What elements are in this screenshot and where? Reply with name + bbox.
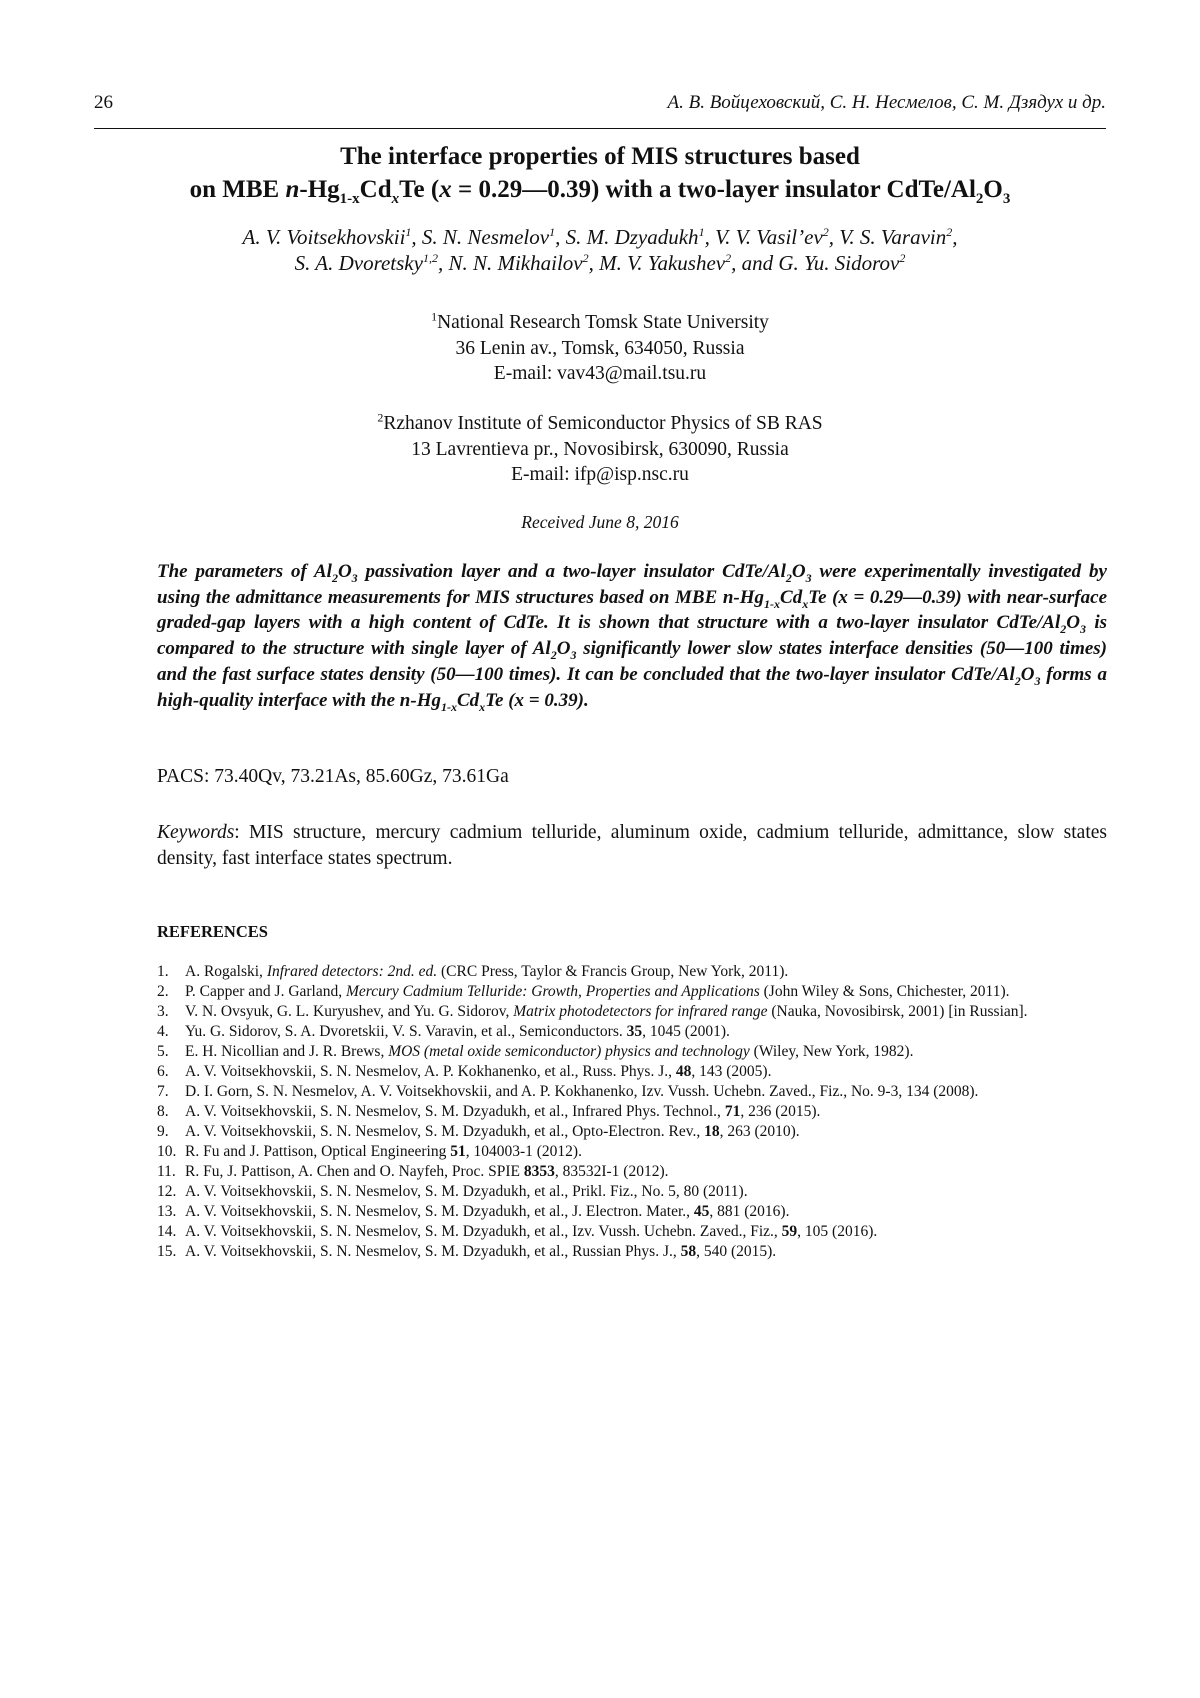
title-line-2: on MBE $n-Hg_{1-x}Cd_xTe$ (x = 0.29—0.39) with a two-layer insulator CdTe/$Al_2O_3$ bbox=[189, 176, 1011, 207]
keywords bbox=[157, 820, 1107, 872]
reference-item: 13. A. V. Voitsekhovskii, S. N. Nesmelov, S. M. Dzyadukh, et al., J. Electron. Mater., 45, 881 (2016). bbox=[157, 1203, 790, 1220]
reference-number: 14. bbox=[157, 1223, 177, 1240]
reference-number: 2. bbox=[157, 983, 169, 1000]
reference-number: 10. bbox=[157, 1143, 177, 1160]
page-number: 26 bbox=[94, 92, 113, 113]
reference-number: 8. bbox=[157, 1103, 169, 1120]
received-date: Received June 8, 2016 bbox=[521, 512, 679, 532]
page-header bbox=[94, 92, 1106, 114]
affiliation-1: $^1$National Research Tomsk State University 36 Lenin av., Tomsk, 634050, Russia E-mail: vav43@mail.tsu.ru bbox=[94, 310, 1106, 387]
reference-item: 9. A. V. Voitsekhovskii, S. N. Nesmelov, S. M. Dzyadukh, et al., Opto-Electron. Rev., 18, 263 (2010). bbox=[157, 1123, 800, 1140]
reference-number: 1. bbox=[157, 963, 169, 980]
author-list bbox=[94, 224, 1106, 276]
reference-item: 7. D. I. Gorn, S. N. Nesmelov, A. V. Voitsekhovskii, and A. P. Kokhanenko, Izv. Vussh. Uchebn. Zaved., Fiz., No. 9-3, 134 (2008). bbox=[157, 1083, 979, 1100]
reference-item: 15. A. V. Voitsekhovskii, S. N. Nesmelov, S. M. Dzyadukh, et al., Russian Phys. J., 58, 540 (2015). bbox=[157, 1243, 777, 1260]
email-1: E-mail: vav43@mail.tsu.ru bbox=[493, 363, 707, 384]
reference-item: 4. Yu. G. Sidorov, S. A. Dvoretskii, V. S. Varavin, et al., Semiconductors. 35, 1045 (2001). bbox=[157, 1023, 730, 1040]
header-rule bbox=[94, 128, 1106, 129]
running-head: А. В. Войцеховский, С. Н. Несмелов, С. М. Дзядух и др. bbox=[667, 92, 1106, 113]
email-2: E-mail: ifp@isp.nsc.ru bbox=[511, 464, 689, 485]
reference-number: 13. bbox=[157, 1203, 177, 1220]
reference-item: 1. A. Rogalski, Infrared detectors: 2nd. ed. (CRC Press, Taylor & Francis Group, New York, 2011). bbox=[157, 963, 789, 980]
reference-item: 14. A. V. Voitsekhovskii, S. N. Nesmelov, S. M. Dzyadukh, et al., Izv. Vussh. Uchebn. Zaved., Fiz., 59, 105 (2016). bbox=[157, 1223, 878, 1240]
reference-number: 6. bbox=[157, 1063, 169, 1080]
affiliation-2: $^2$Rzhanov Institute of Semiconductor Physics of SB RAS 13 Lavrentieva pr., Novosibirsk, 630090, Russia E-mail: ifp@isp.nsc.ru bbox=[94, 411, 1106, 488]
reference-item: 12. A. V. Voitsekhovskii, S. N. Nesmelov, S. M. Dzyadukh, et al., Prikl. Fiz., No. 5, 80 (2011). bbox=[157, 1183, 748, 1200]
reference-item: 3. V. N. Ovsyuk, G. L. Kuryushev, and Yu. G. Sidorov, Matrix photodetectors for infrared range (Nauka, Novosibirsk, 2001) [in Russian]. bbox=[157, 1003, 1028, 1020]
references-heading: REFERENCES bbox=[157, 922, 268, 941]
keywords-text: : MIS structure, mercury cadmium telluride, aluminum oxide, cadmium telluride, admittance, slow states density, fast interface states spectrum. bbox=[157, 822, 1107, 869]
paper-title bbox=[94, 140, 1106, 206]
pacs-codes: PACS: 73.40Qv, 73.21As, 85.60Gz, 73.61Ga bbox=[157, 766, 509, 787]
keywords-label: Keywords bbox=[157, 822, 235, 843]
reference-number: 5. bbox=[157, 1043, 169, 1060]
reference-item: 6. A. V. Voitsekhovskii, S. N. Nesmelov, A. P. Kokhanenko, et al., Russ. Phys. J., 48, 143 (2005). bbox=[157, 1063, 772, 1080]
references-list bbox=[157, 962, 1107, 1262]
reference-number: 4. bbox=[157, 1023, 169, 1040]
reference-item: 2. P. Capper and J. Garland, Mercury Cadmium Telluride: Growth, Properties and Applications (John Wiley & Sons, Chichester, 2011). bbox=[157, 983, 1010, 1000]
reference-number: 15. bbox=[157, 1243, 177, 1260]
abstract: The parameters of $Al_2O_3$ passivation layer and a two-layer insulator CdTe/$Al_2O_3$ were experimentally investigated by using the admittance measurements for MIS structures based on MBE $n-Hg_{1-x}Cd_xTe$ (x = 0.29—0.39) with near-surface graded-gap layers with a high content of CdTe. It is shown that structure with a two-layer insulator CdTe/$Al_2O_3$ is compared to the structure with single layer of $Al_2O_3$ significantly lower slow states interface densities (50—100 times) and the fast surface states density (50—100 times). It can be concluded that the two-layer insulator CdTe/$Al_2O_3$ forms a high-quality interface with the $n-Hg_{1-x}Cd_xTe$ (x = 0.39). bbox=[157, 561, 1107, 714]
reference-item: 11. R. Fu, J. Pattison, A. Chen and O. Nayfeh, Proc. SPIE 8353, 83532I-1 (2012). bbox=[157, 1163, 669, 1180]
reference-number: 11. bbox=[157, 1163, 176, 1180]
reference-number: 7. bbox=[157, 1083, 169, 1100]
reference-number: 12. bbox=[157, 1183, 177, 1200]
reference-item: 10. R. Fu and J. Pattison, Optical Engineering 51, 104003-1 (2012). bbox=[157, 1143, 582, 1160]
reference-number: 9. bbox=[157, 1123, 169, 1140]
reference-number: 3. bbox=[157, 1003, 169, 1020]
authors-line-2: S. A. Dvoretsky$^{1,2}$, N. N. Mikhailov$^2$, M. V. Yakushev$^2$, and G. Yu. Sidorov$^2$ bbox=[294, 251, 906, 275]
reference-item: 5. E. H. Nicollian and J. R. Brews, MOS (metal oxide semiconductor) physics and technology (Wiley, New York, 1982). bbox=[157, 1043, 914, 1060]
authors-line-1: A. V. Voitsekhovskii$^1$, S. N. Nesmelov$^1$, S. M. Dzyadukh$^1$, V. V. $Vasil’ev^2$, V. S. Varavin$^2$, bbox=[242, 225, 958, 249]
title-line-1: The interface properties of MIS structures based bbox=[340, 143, 860, 170]
reference-item: 8. A. V. Voitsekhovskii, S. N. Nesmelov, S. M. Dzyadukh, et al., Infrared Phys. Technol., 71, 236 (2015). bbox=[157, 1103, 821, 1120]
